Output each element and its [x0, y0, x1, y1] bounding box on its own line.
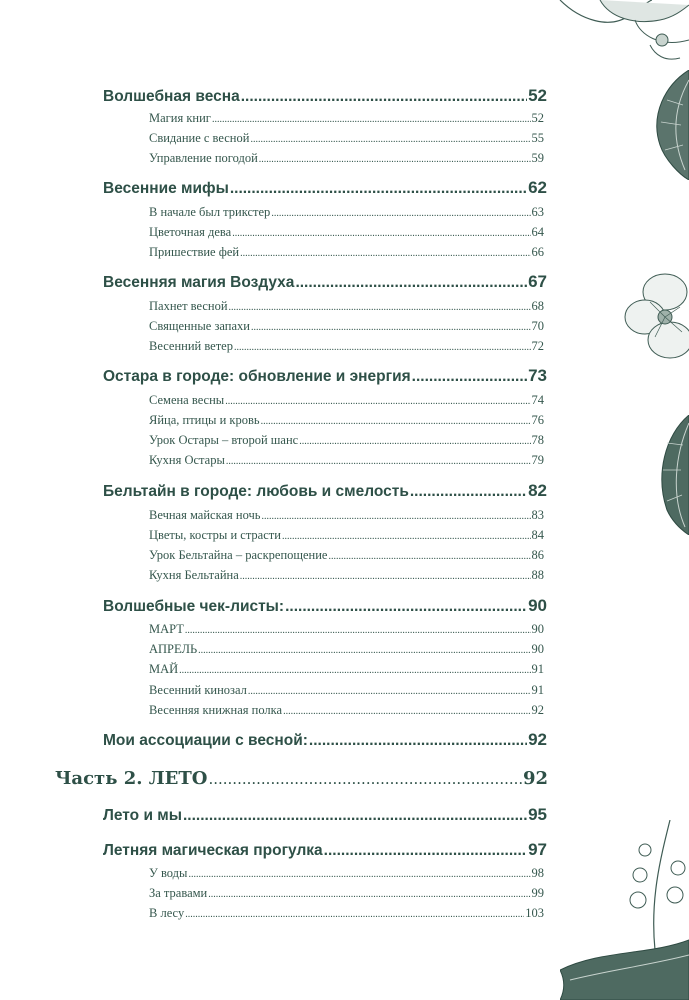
page-number: 95 — [528, 805, 547, 824]
page-number: 99 — [531, 886, 544, 900]
blossom-illustration — [620, 262, 689, 372]
page-number: 103 — [525, 906, 544, 920]
toc-subsection[interactable]: Свидание с весной ..... 55 — [149, 131, 544, 146]
page-number: 90 — [531, 642, 544, 656]
toc-subsection[interactable]: Управление погодой ..... 59 — [149, 151, 544, 166]
toc-subsection[interactable]: В лесу ..... 103 — [149, 906, 544, 921]
page-number: 66 — [531, 245, 544, 259]
toc-subsection[interactable]: МАРТ ..... 90 — [149, 622, 544, 637]
page-number: 82 — [528, 481, 547, 500]
page-number: 92 — [522, 768, 548, 789]
page-number: 83 — [531, 508, 544, 522]
page-number: 76 — [531, 413, 544, 427]
page-number: 97 — [528, 840, 547, 859]
toc-subsection[interactable]: За травами ..... 99 — [149, 886, 544, 901]
toc-subsection[interactable]: У воды ..... 98 — [149, 866, 544, 881]
toc-subsection[interactable]: Яйца, птицы и кровь ..... 76 — [149, 413, 544, 428]
toc-subsection[interactable]: Весенняя книжная полка ..... 92 — [149, 703, 544, 718]
page-number: 70 — [531, 319, 544, 333]
toc-subsection[interactable]: АПРЕЛЬ ..... 90 — [149, 642, 544, 657]
toc-section[interactable]: Летняя магическая прогулка ..... 97 — [103, 840, 547, 860]
toc-section[interactable]: Лето и мы ..... 95 — [103, 805, 547, 825]
toc-subsection[interactable]: Пришествие фей ..... 66 — [149, 245, 544, 260]
page-number: 62 — [528, 178, 547, 197]
page-number: 88 — [531, 568, 544, 582]
page-number: 59 — [531, 151, 544, 165]
toc-section[interactable]: Волшебные чек-листы: ..... 90 — [103, 596, 547, 616]
page-number: 92 — [528, 730, 547, 749]
leaf-illustration — [645, 70, 689, 180]
page-number: 86 — [531, 548, 544, 562]
page-number: 68 — [531, 299, 544, 313]
toc-subsection[interactable]: Кухня Остары ..... 79 — [149, 453, 544, 468]
page-number: 74 — [531, 393, 544, 407]
page-number: 92 — [531, 703, 544, 717]
toc-section[interactable]: Весенние мифы ..... 62 — [103, 178, 547, 198]
toc-subsection[interactable]: Весенний кинозал ..... 91 — [149, 683, 544, 698]
toc-part[interactable]: Часть 2. ЛЕТО ..... 92 — [55, 768, 548, 789]
toc-section[interactable]: Остара в городе: обновление и энергия ..... 73 — [103, 366, 547, 386]
page-number: 78 — [531, 433, 544, 447]
page-number: 55 — [531, 131, 544, 145]
flower-top-illustration — [540, 0, 689, 75]
page-number: 91 — [531, 662, 544, 676]
toc-subsection[interactable]: Семена весны ..... 74 — [149, 393, 544, 408]
page-number: 52 — [531, 111, 544, 125]
page-number: 52 — [528, 86, 547, 105]
leaf-illustration-middle — [655, 415, 689, 535]
page-number: 79 — [531, 453, 544, 467]
toc-subsection[interactable]: Цветы, костры и страсти ..... 84 — [149, 528, 544, 543]
toc-subsection[interactable]: Магия книг ..... 52 — [149, 111, 544, 126]
page-number: 90 — [528, 596, 547, 615]
toc-subsection[interactable]: Кухня Бельтайна ..... 88 — [149, 568, 544, 583]
page-number: 98 — [531, 866, 544, 880]
page-number: 73 — [528, 366, 547, 385]
toc-section[interactable]: Бельтайн в городе: любовь и смелость ..... 82 — [103, 481, 547, 501]
lily-of-the-valley-illustration — [560, 820, 689, 1000]
page-number: 67 — [528, 272, 547, 291]
toc-subsection[interactable]: Весенний ветер ..... 72 — [149, 339, 544, 354]
toc-subsection[interactable]: Священные запахи ..... 70 — [149, 319, 544, 334]
page-number: 72 — [531, 339, 544, 353]
page-number: 64 — [531, 225, 544, 239]
toc-subsection[interactable]: В начале был трикстер ..... 63 — [149, 205, 544, 220]
page-number: 63 — [531, 205, 544, 219]
toc-subsection[interactable]: МАЙ ..... 91 — [149, 662, 544, 677]
toc-subsection[interactable]: Вечная майская ночь ..... 83 — [149, 508, 544, 523]
toc-section[interactable]: Мои ассоциации с весной: ..... 92 — [103, 730, 547, 750]
toc-subsection[interactable]: Урок Остары – второй шанс ..... 78 — [149, 433, 544, 448]
toc-section[interactable]: Волшебная весна ..... 52 — [103, 86, 547, 106]
toc-subsection[interactable]: Урок Бельтайна – раскрепощение ..... 86 — [149, 548, 544, 563]
page-number: 91 — [531, 683, 544, 697]
toc-subsection[interactable]: Пахнет весной ..... 68 — [149, 299, 544, 314]
page-number: 90 — [531, 622, 544, 636]
toc-subsection[interactable]: Цветочная дева ..... 64 — [149, 225, 544, 240]
toc-section[interactable]: Весенняя магия Воздуха ..... 67 — [103, 272, 547, 292]
page-number: 84 — [531, 528, 544, 542]
